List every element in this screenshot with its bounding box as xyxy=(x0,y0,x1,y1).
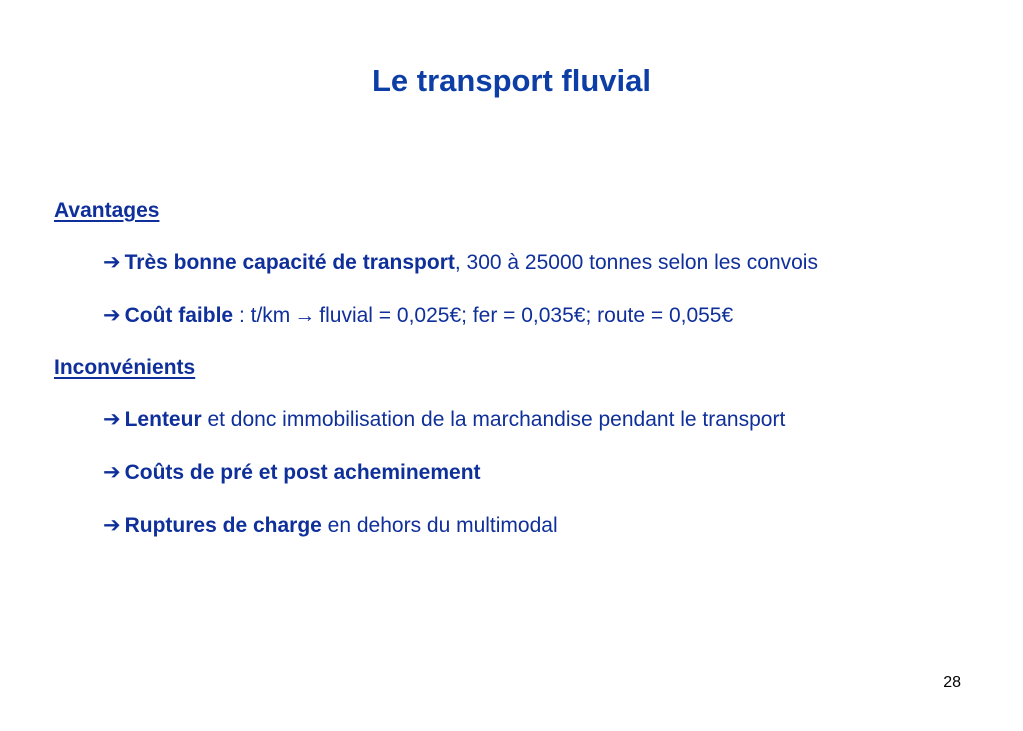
disadvantage-item-slowness-label: Lenteur xyxy=(124,408,202,431)
advantages-heading: Avantages xyxy=(54,199,160,222)
inline-arrow-icon: → xyxy=(294,304,316,327)
page-number: 28 xyxy=(943,674,961,691)
arrow-right-icon: ➔ xyxy=(103,408,121,431)
slide-title: Le transport fluvial xyxy=(371,63,652,98)
advantage-item-capacity-detail: , 300 à 25000 tonnes selon les convois xyxy=(454,251,818,274)
advantage-item-cost-unit: : t/km xyxy=(233,304,291,327)
disadvantage-item-load-breaks-label: Ruptures de charge xyxy=(124,514,322,537)
advantage-item-cost xyxy=(103,304,733,327)
arrow-right-icon: ➔ xyxy=(103,514,121,537)
advantage-item-cost-label: Coût faible xyxy=(124,304,234,327)
advantage-item-cost-detail: fluvial = 0,025€; fer = 0,035€; route = 0,055€ xyxy=(319,304,734,327)
arrow-right-icon: ➔ xyxy=(103,251,121,274)
advantage-item-capacity xyxy=(103,251,818,274)
disadvantage-item-routing-costs xyxy=(103,461,481,484)
disadvantage-item-slowness-detail: et donc immobilisation de la marchandise pendant le transport xyxy=(201,408,786,431)
advantage-item-capacity-label: Très bonne capacité de transport xyxy=(124,251,455,274)
disadvantage-item-load-breaks xyxy=(103,514,558,537)
disadvantage-item-slowness xyxy=(103,408,785,431)
disadvantage-item-load-breaks-detail: en dehors du multimodal xyxy=(321,514,558,537)
arrow-right-icon: ➔ xyxy=(103,461,121,484)
disadvantages-heading: Inconvénients xyxy=(54,356,196,379)
arrow-right-icon: ➔ xyxy=(103,304,121,327)
disadvantage-item-routing-costs-label: Coûts de pré et post acheminement xyxy=(124,461,481,484)
